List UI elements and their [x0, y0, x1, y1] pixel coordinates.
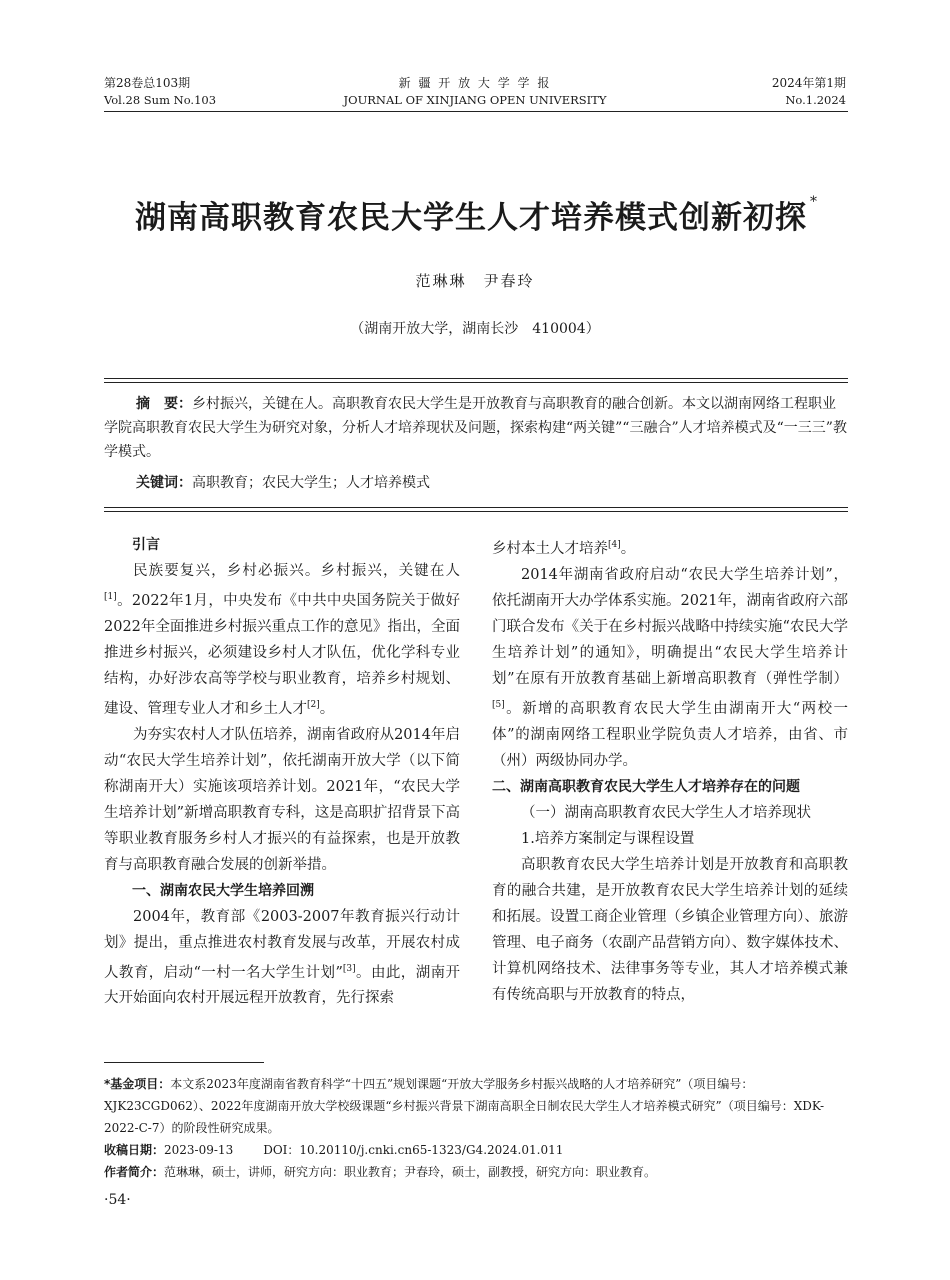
footnotes [104, 1073, 848, 1183]
abstract-rule-top2 [104, 382, 848, 383]
paragraph: 为夯实农村人才队伍培养，湖南省政府从2014年启动“农民大学生培养计划”，依托湖南开放大学（以下简称湖南开大）实施该项培养计划。2021年，“农民大学生培养计划”新增高职教育专科，这是高职扩招背景下高等职业教育服务乡村人才振兴的有益探索，也是开放教育与高职教育融合发展的创新举措。 [104, 726, 460, 873]
header-issue: 2024年第1期 No.1.2024 [771, 76, 846, 107]
paragraph: 民族要复兴，乡村必振兴。乡村振兴，关键在人[1]。2022年1月，中央发布《中共中央国务院关于做好2022年全面推进乡村振兴重点工作的意见》指出，全面推进乡村振兴，必须建设乡村人才队伍，优化学科专业结构，办好涉农高等学校与职业教育，培养乡村规划、建设、管理专业人才和乡土人才[2]。 [104, 563, 460, 717]
section-heading-intro: 引言 [132, 537, 160, 553]
paragraph: 高职教育农民大学生培养计划是开放教育和高职教育的融合共建，是开放教育农民大学生培养计划的延续和拓展。设置工商企业管理（乡镇企业管理方向）、旅游管理、电子商务（农副产品营销方向）、数字媒体技术、计算机网络技术、法律事务等专业，其人才培养模式兼有传统高职与开放教育的特点， [492, 856, 848, 1003]
citation: [1] [104, 592, 117, 602]
received-note: 收稿日期：2023-09-13 DOI：10.20110/j.cnki.cn65-1323/G4.2024.01.011 [104, 1143, 564, 1157]
affiliation: （湖南开放大学，湖南长沙 410004） [350, 321, 600, 337]
body-left-column [104, 532, 460, 1011]
abstract-rule-top [104, 378, 848, 379]
section-heading-2: 二、湖南高职教育农民大学生人才培养存在的问题 [492, 778, 800, 795]
author-note: 作者简介：范琳琳，硕士，讲师，研究方向：职业教育；尹春玲，硕士，副教授，研究方向：职业教育。 [104, 1165, 657, 1179]
title-footnote-mark: * [810, 194, 818, 210]
citation: [5] [492, 699, 505, 710]
subsection-heading: （一）湖南高职教育农民大学生人才培养现状 [521, 804, 811, 821]
page-number: ·54· [104, 1192, 131, 1208]
paragraph-continued: 乡村本土人才培养[4]。 [492, 540, 636, 557]
citation: [2] [307, 699, 320, 710]
keywords-label: 关键词： [136, 475, 192, 491]
authors: 范琳琳 尹春玲 [415, 272, 535, 290]
abstract-rule-bottom2 [104, 511, 848, 512]
keywords [136, 471, 430, 495]
citation: [3] [342, 963, 356, 974]
paragraph: 2004年，教育部《2003-2007年教育振兴行动计划》提出，重点推进农村教育发展与改革，开展农村成人教育，启动“一村一名大学生计划”[3]。由此，湖南开大开始面向农村开展远程开放教育，先行探索 [104, 908, 461, 1007]
header-volume: 第28卷总103期 Vol.28 Sum No.103 [104, 76, 217, 107]
header-rule [104, 111, 848, 112]
abstract-rule-bottom [104, 507, 848, 508]
subsubsection-heading: 1.培养方案制定与课程设置 [521, 830, 695, 847]
section-heading-1: 一、湖南农民大学生培养回溯 [132, 882, 314, 899]
fund-note: *基金项目：本文系2023年度湖南省教育科学“十四五”规划课题“开放大学服务乡村振兴战略的人才培养研究”（项目编号：XJK23CGD062）、2022年度湖南开放大学校级课题“乡村振兴背景下湖南高职全日制农民大学生人才培养模式研究”（项目编号：XDK-2022-C-7）的阶段性研究成果。 [104, 1077, 825, 1135]
footnote-rule [104, 1062, 264, 1063]
abstract-text: 乡村振兴，关键在人。高职教育农民大学生是开放教育与高职教育的融合创新。本文以湖南网络工程职业学院高职教育农民大学生为研究对象，分析人才培养现状及问题，探索构建“两关键”“三融合”人才培养模式及“一三三”教学模式。 [104, 396, 847, 460]
paragraph: 2014年湖南省政府启动“农民大学生培养计划”，依托湖南开大办学体系实施。2021年，湖南省政府六部门联合发布《关于在乡村振兴战略中持续实施“农民大学生培养计划”的通知》，明确提出“农民大学生培养计划”在原有开放教育基础上新增高职教育（弹性学制）[5]。新增的高职教育农民大学生由湖南开大“两校一体”的湖南网络工程职业学院负责人才培养，由省、市（州）两级协同办学。 [492, 566, 848, 769]
abstract-label: 摘 要： [136, 396, 192, 412]
header-journal: 新 疆 开 放 大 学 学 报 JOURNAL OF XINJIANG OPEN UNIVERSITY [343, 76, 607, 107]
body-right-column [492, 532, 848, 1008]
keywords-text: 高职教育；农民大学生；人才培养模式 [192, 475, 430, 491]
article-title: 湖南高职教育农民大学生人才培养模式创新初探 * [135, 194, 818, 236]
citation: [4] [608, 540, 621, 550]
abstract [104, 392, 848, 464]
